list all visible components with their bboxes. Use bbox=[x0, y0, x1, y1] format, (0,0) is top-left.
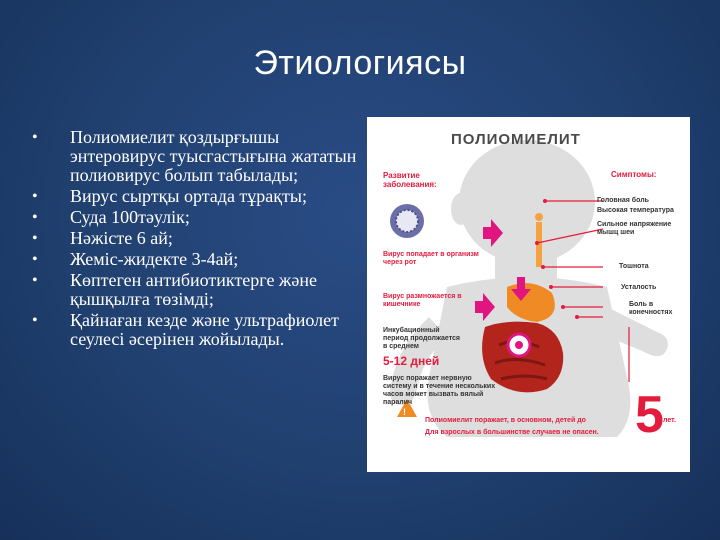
bullet-icon: • bbox=[32, 209, 38, 226]
bullet-text: Жеміс-жидекте 3-4ай; bbox=[70, 249, 239, 269]
incubation-days: 5-12 дней bbox=[383, 354, 440, 368]
warning-icon: ! bbox=[403, 407, 406, 417]
symptoms-label: Симптомы: bbox=[611, 170, 657, 179]
polio-infographic-poster bbox=[367, 117, 690, 472]
bullet-icon: • bbox=[32, 129, 38, 146]
warning-age-number: 5 bbox=[635, 386, 664, 444]
bullet-list bbox=[30, 128, 370, 351]
bullet-item bbox=[30, 187, 370, 206]
bullet-item bbox=[30, 311, 370, 349]
bullet-text: Вирус сыртқы ортада тұрақты; bbox=[70, 186, 307, 206]
symptom-fatigue: Усталость bbox=[621, 284, 657, 291]
bullet-text: Қайнаған кезде және ультрафиолет сеулесі әсерінен жойылады. bbox=[70, 310, 339, 349]
bullet-icon: • bbox=[32, 251, 38, 268]
incubation-text: Инкубационный период продолжается в среднем bbox=[383, 327, 461, 350]
bullet-item bbox=[30, 229, 370, 248]
virus-enters-text: Вирус попадает в организм через рот bbox=[383, 251, 479, 266]
bullet-text: Нәжісте 6 ай; bbox=[70, 228, 173, 248]
bullet-text: Полиомиелит қоздырғышы энтеровирус туысгастығына жататын полиовирус болып табылады; bbox=[70, 127, 357, 185]
bullet-item bbox=[30, 250, 370, 269]
development-label: Развитие заболевания: bbox=[383, 171, 437, 189]
warning-line-1: Полиомиелит поражает, в основном, детей до bbox=[425, 417, 586, 424]
paralysis-text: Вирус поражает нервную систему и в течение нескольких часов может вызвать вялый паралич bbox=[383, 375, 496, 406]
slide-title: Этиологиясы bbox=[253, 44, 467, 82]
symptom-headache: Головная боль bbox=[597, 197, 649, 204]
bullet-text: Суда 100тәулік; bbox=[70, 207, 190, 227]
bullet-icon: • bbox=[32, 230, 38, 247]
bullet-icon: • bbox=[32, 272, 38, 289]
bullet-icon: • bbox=[32, 188, 38, 205]
bullet-text: Көптеген антибиотиктерге және қышқылға төзімді; bbox=[70, 270, 317, 309]
bullet-item bbox=[30, 271, 370, 309]
bullet-item bbox=[30, 128, 370, 185]
bullet-item bbox=[30, 208, 370, 227]
symptom-fever: Высокая температура bbox=[597, 207, 674, 214]
poster-title: ПОЛИОМИЕЛИТ bbox=[451, 131, 581, 148]
virus-multiplies-text: Вирус размножается в кишечнике bbox=[383, 293, 462, 308]
warning-years: лет. bbox=[663, 417, 676, 424]
symptom-neck-tension: Сильное напряжение мышц шеи bbox=[597, 221, 672, 236]
symptom-nausea: Тошнота bbox=[619, 263, 649, 270]
bullet-icon: • bbox=[32, 312, 38, 329]
symptom-limb-pain: Боль в конечностях bbox=[629, 301, 673, 316]
warning-line-2: Для взрослых в большинстве случаев не опасен. bbox=[425, 429, 599, 436]
